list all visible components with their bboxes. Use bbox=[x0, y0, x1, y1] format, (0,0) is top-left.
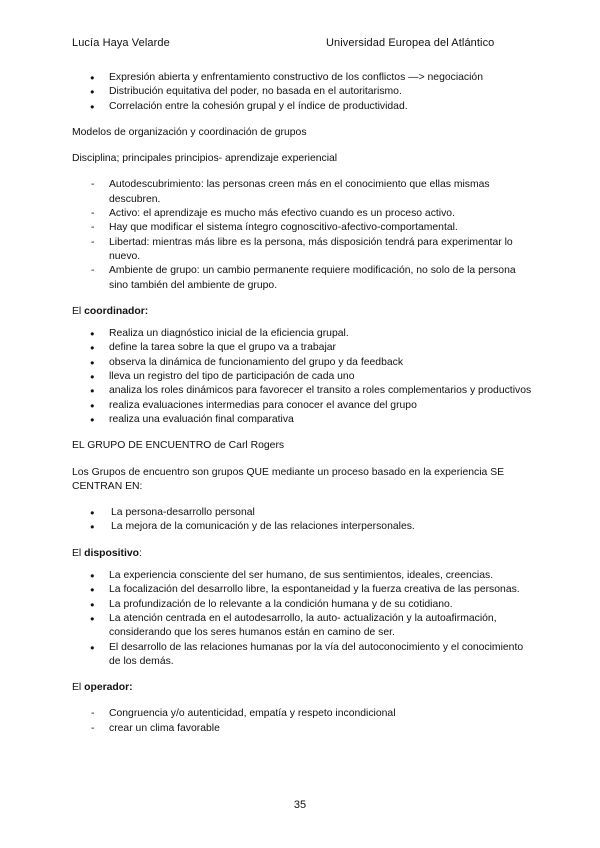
list-item: - Congruencia y/o autenticidad, empatía y respeto incondicional bbox=[72, 707, 532, 721]
list-item: - Ambiente de grupo: un cambio permanente requiere modificación, no solo de la persona sino también del ambiente de grupo. bbox=[72, 264, 532, 293]
list-item: - Activo: el aprendizaje es mucho más efectivo cuando es un proceso activo. bbox=[72, 207, 532, 221]
device-suffix: : bbox=[139, 547, 142, 559]
coordinator-prefix: El bbox=[72, 305, 85, 317]
list-item: - Hay que modificar el sistema íntegro cognoscitivo-afectivo-comportamental. bbox=[72, 221, 532, 235]
list-item: ● define la tarea sobre la que el grupo va a trabajar bbox=[72, 341, 532, 355]
list-item: ● La atención centrada en el autodesarrollo, la auto- actualización y la autoafirmación, considerando que los seres humanos están en camino de ser. bbox=[72, 612, 532, 641]
list-item: - crear un clima favorable bbox=[72, 722, 532, 736]
device-heading bbox=[72, 547, 532, 561]
discipline-list bbox=[72, 178, 532, 292]
header-university: Universidad Europea del Atlántico bbox=[326, 37, 495, 49]
list-item: ● Correlación entre la cohesión grupal y el índice de productividad. bbox=[72, 100, 532, 114]
list-item: ● La mejora de la comunicación y de las relaciones interpersonales. bbox=[72, 520, 532, 534]
list-item: ● La persona-desarrollo personal bbox=[72, 506, 532, 520]
list-item: ● analiza los roles dinámicos para favorecer el transito a roles complementarios y productivos bbox=[72, 384, 532, 398]
operator-title: operador: bbox=[84, 682, 133, 694]
list-item: ● Distribución equitativa del poder, no basada en el autoritarismo. bbox=[72, 85, 532, 99]
operator-prefix: El bbox=[72, 682, 85, 694]
list-item: ● observa la dinámica de funcionamiento del grupo y da feedback bbox=[72, 356, 532, 370]
page-content bbox=[72, 71, 532, 736]
list-item: ● realiza evaluaciones intermedias para conocer el avance del grupo bbox=[72, 399, 532, 413]
page-number: 35 bbox=[293, 799, 307, 811]
list-item: ● La experiencia consciente del ser humano, de sus sentimientos, ideales, creencias. bbox=[72, 569, 532, 583]
top-bullet-list bbox=[72, 71, 532, 114]
coordinator-list bbox=[72, 327, 532, 427]
device-list bbox=[72, 569, 532, 669]
device-title: dispositivo bbox=[84, 547, 139, 559]
list-item: - Libertad: mientras más libre es la persona, más disposición tendrá para experimentar lo nuevo. bbox=[72, 236, 532, 265]
models-heading: Modelos de organización y coordinación de grupos bbox=[72, 126, 307, 138]
list-item: ● realiza una evaluación final comparativa bbox=[72, 413, 532, 427]
discipline-heading: Disciplina; principales principios- aprendizaje experiencial bbox=[72, 153, 338, 165]
list-item: ● La profundización de lo relevante a la condición humana y de su cotidiano. bbox=[72, 598, 532, 612]
operator-heading bbox=[72, 681, 532, 695]
encounter-list bbox=[72, 506, 532, 535]
device-prefix: El bbox=[72, 547, 85, 559]
operator-list bbox=[72, 707, 532, 736]
coordinator-heading bbox=[72, 305, 532, 319]
list-item: ● lleva un registro del tipo de participación de cada uno bbox=[72, 370, 532, 384]
encounter-heading: EL GRUPO DE ENCUENTRO de Carl Rogers bbox=[72, 440, 285, 452]
list-item: ● El desarrollo de las relaciones humanas por la vía del autoconocimiento y el conocimiento de los demás. bbox=[72, 641, 532, 670]
header-author: Lucía Haya Velarde bbox=[72, 37, 170, 49]
encounter-intro: Los Grupos de encuentro son grupos QUE mediante un proceso basado en la experiencia SE CENTRAN EN: bbox=[72, 466, 505, 492]
list-item: - Autodescubrimiento: las personas creen más en el conocimiento que ellas mismas descubren. bbox=[72, 178, 532, 207]
list-item: ● Realiza un diagnóstico inicial de la eficiencia grupal. bbox=[72, 327, 532, 341]
list-item: ● Expresión abierta y enfrentamiento constructivo de los conflictos —> negociación bbox=[72, 71, 532, 85]
coordinator-title: coordinador: bbox=[84, 305, 149, 317]
list-item: ● La focalización del desarrollo libre, la espontaneidad y la fuerza creativa de las personas. bbox=[72, 583, 532, 597]
